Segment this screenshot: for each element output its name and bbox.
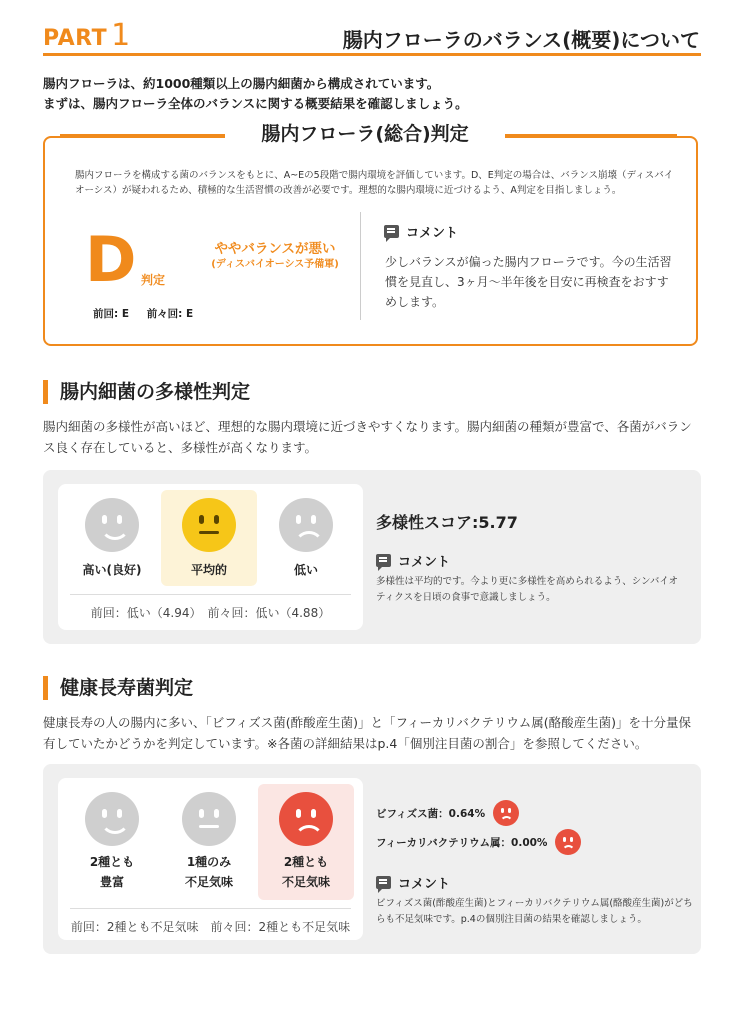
longevity-level-line2: 豊富 (99, 875, 124, 889)
longevity-level-line1: 2種とも (283, 855, 329, 869)
longevity-prev-rule (70, 908, 351, 909)
flora-comment-label: コメント (406, 226, 459, 241)
longevity-level-line1: 1種のみ (186, 855, 232, 869)
longevity-levels-card (58, 778, 363, 940)
flora-divider (360, 212, 361, 320)
flora-title-wrap (225, 121, 505, 147)
longevity-level-one-low (161, 784, 257, 900)
part-label-text: PART (43, 26, 108, 51)
diversity-level-label: 高い(良好) (82, 563, 142, 577)
bifidobacterium-label: ビフィズス菌：0.64% (376, 807, 486, 820)
frown-face-icon (279, 792, 333, 846)
longevity-level-line1: 2種とも (89, 855, 135, 869)
longevity-level-label (258, 852, 354, 892)
longevity-level-both-rich (64, 784, 160, 900)
diversity-heading: 腸内細菌の多様性判定 (43, 380, 250, 404)
longevity-comment-text: ビフィズス菌(酢酸産生菌)とフィーカリバクテリウム属(酪酸産生菌)がどちらも不足気味です。p.4の個別注目菌の結果を確認しましょう。 (376, 898, 693, 925)
longevity-level-label (161, 852, 257, 892)
part-number: 1 (111, 18, 131, 53)
grade-prev-1: 前回: E (93, 308, 130, 320)
diversity-comment-header (376, 551, 450, 570)
grade-letter: D (85, 223, 137, 296)
longevity-comment-header (376, 873, 450, 892)
diversity-comment-label: コメント (398, 555, 451, 570)
intro-line-1: 腸内フローラは、約1000種類以上の腸内細菌から構成されています。 (43, 76, 440, 91)
neutral-face-icon (182, 498, 236, 552)
flora-title-rule-right (505, 134, 677, 136)
diversity-level-high (64, 490, 160, 586)
smile-face-icon (85, 792, 139, 846)
diversity-comment-text: 多様性は平均的です。今より更に多様性を高められるよう、シンバイオティクスを日頃の食事で意識しましょう。 (376, 576, 679, 603)
frown-face-icon (279, 498, 333, 552)
grade-previous (93, 306, 193, 321)
intro-line-2: まずは、腸内フローラ全体のバランスに関する概要結果を確認しましょう。 (43, 96, 468, 111)
flora-comment-text: 少しバランスが偏った腸内フローラです。今の生活習慣を見直し、3ヶ月〜半年後を目安に再検査をおすすめします。 (385, 255, 672, 309)
grade-status-main: ややバランスが悪い (214, 241, 336, 257)
smile-face-icon (85, 498, 139, 552)
comment-icon (376, 554, 391, 567)
diversity-prev-rule (70, 594, 351, 595)
longevity-description: 健康長寿の人の腸内に多い、「ビフィズス菌(酢酸産生菌)」と「フィーカリバクテリウム属(酪酸産生菌)」を十分量保有していたかどうかを判定しています。※各菌の詳細結果はp.4「個別注目菌の割合」を参照してください。 (43, 715, 692, 751)
comment-icon (376, 876, 391, 889)
diversity-level-average (161, 490, 257, 586)
flora-title: 腸内フローラ(総合)判定 (261, 123, 469, 145)
longevity-previous: 前回：2種とも不足気味 前々回：2種とも不足気味 (70, 920, 351, 934)
page-title: 腸内フローラのバランス(概要)について (342, 28, 700, 52)
frown-face-icon (493, 800, 519, 826)
diversity-previous: 前回：低い（4.94） 前々回：低い（4.88） (90, 606, 331, 620)
diversity-score: 多様性スコア:5.77 (376, 513, 518, 532)
neutral-face-icon (182, 792, 236, 846)
flora-title-rule-left (60, 134, 225, 136)
longevity-heading: 健康長寿菌判定 (43, 676, 193, 700)
grade-status-sub: (ディスバイオーシス予備軍) (211, 259, 339, 270)
intro-text (43, 74, 703, 114)
faecalibacterium-label: フィーカリバクテリウム属：0.00% (376, 836, 548, 849)
faecalibacterium-result (376, 829, 581, 855)
longevity-level-both-low (258, 784, 354, 900)
flora-description: 腸内フローラを構成する菌のバランスをもとに、A~Eの5段階で腸内環境を評価しています。D、E判定の場合は、バランス崩壊（ディスバイオーシス）が疑われるため、積極的な生活習慣の改善が必要です。理想的な腸内環境に近づけるよう、A判定を目指しましょう。 (75, 170, 674, 196)
diversity-level-label: 低い (293, 563, 318, 577)
grade-status (190, 240, 360, 272)
longevity-level-line2: 不足気味 (281, 875, 330, 889)
longevity-comment-label: コメント (398, 877, 451, 892)
grade-suffix: 判定 (141, 273, 166, 287)
header-divider (43, 53, 701, 56)
part-label (43, 18, 131, 53)
diversity-level-low (258, 490, 354, 586)
longevity-level-label (64, 852, 160, 892)
diversity-description: 腸内細菌の多様性が高いほど、理想的な腸内環境に近づきやすくなります。腸内細菌の種類が豊富で、各菌がバランス良く存在していると、多様性が高くなります。 (43, 419, 692, 455)
diversity-level-label: 平均的 (190, 563, 227, 577)
longevity-level-line2: 不足気味 (184, 875, 233, 889)
frown-face-icon (555, 829, 581, 855)
grade-prev-2: 前々回: E (146, 308, 194, 320)
bifidobacterium-result (376, 800, 519, 826)
comment-icon (384, 225, 399, 238)
diversity-levels-card (58, 484, 363, 630)
flora-comment-header (384, 222, 458, 241)
